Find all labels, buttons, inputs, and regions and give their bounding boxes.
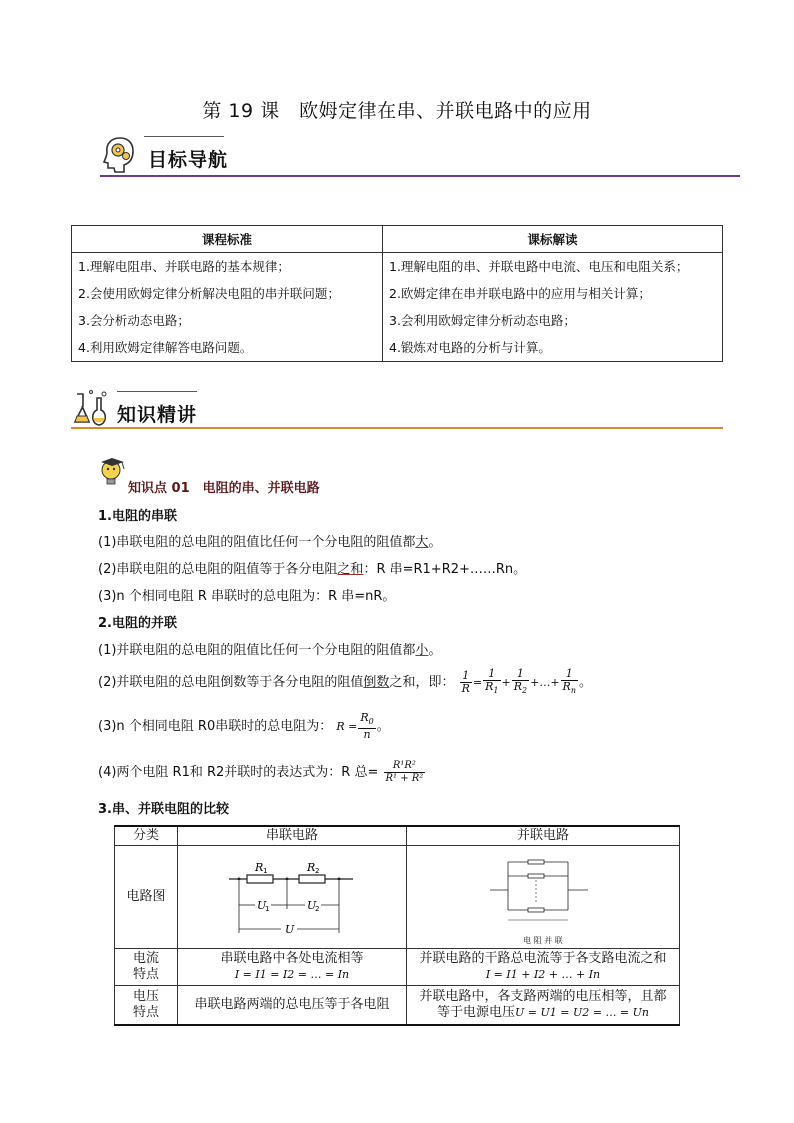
series-current-cell: 串联电路中各处电流相等 I = I1 = I2 = … = In bbox=[178, 949, 407, 986]
svg-text:U: U bbox=[257, 899, 267, 912]
compare-header: 串联电路 bbox=[178, 826, 407, 846]
blank-answer: 小 bbox=[415, 643, 429, 658]
reciprocal-formula: $\frac{1}{R}$ = $\frac{1}{R_1}$ + $\frac{1}{R_2}$ +…+ $\frac{1}{R_n}$ 。 bbox=[461, 667, 593, 696]
svg-text:U: U bbox=[285, 923, 295, 936]
parallel-voltage-cell: 并联电路中，各支路两端的电压相等，且都 等于电源电压U = U1 = U2 = … = Un bbox=[407, 986, 680, 1026]
standards-header-left: 课程标准 bbox=[72, 226, 383, 253]
standards-right-item: 4.锻炼对电路的分析与计算。 bbox=[389, 340, 551, 355]
section-header-knowledge bbox=[71, 388, 723, 430]
head-gears-icon bbox=[102, 135, 138, 173]
section-divider-knowledge bbox=[71, 427, 723, 429]
compare-row-label: 电流 特点 bbox=[115, 949, 178, 986]
standards-left-item: 1.理解电阻串、并联电路的基本规律； bbox=[78, 259, 290, 274]
blank-answer: 之和 bbox=[337, 562, 364, 577]
standards-right-cell bbox=[383, 253, 723, 362]
flask-icon bbox=[71, 388, 111, 428]
compare-row-label: 电压 特点 bbox=[115, 986, 178, 1026]
section-divider-goals bbox=[100, 175, 740, 177]
series-line-2: (2)串联电阻的总电阻的阻值等于各分电阻之和：R 串=R1+R2+……Rn。 bbox=[98, 562, 527, 577]
compare-table bbox=[114, 825, 680, 1026]
standards-right-item: 1.理解电阻的串、并联电路中电流、电压和电阻关系； bbox=[389, 259, 689, 274]
standards-right-item: 3.会利用欧姆定律分析动态电路； bbox=[389, 313, 576, 328]
standards-left-item: 2.会使用欧姆定律分析解决电阻的串并联问题； bbox=[78, 286, 340, 301]
series-heading: 1.电阻的串联 bbox=[98, 509, 177, 524]
svg-text:1: 1 bbox=[265, 905, 270, 913]
compare-header: 并联电路 bbox=[407, 826, 680, 846]
svg-text:R: R bbox=[255, 861, 264, 874]
parallel-current-cell: 并联电路的干路总电流等于各支路电流之和 I = I1 + I2 + … + In bbox=[407, 949, 680, 986]
svg-text:2: 2 bbox=[315, 905, 320, 913]
parallel-line-4: (4)两个电阻 R1和 R2并联时的表达式为：R 总= $\frac{\text{R¹R²}}{\text{R¹ + R²}}$ bbox=[98, 760, 424, 784]
svg-text:U: U bbox=[307, 899, 317, 912]
section-header-goals bbox=[100, 135, 740, 177]
compare-row-label: 电路图 bbox=[115, 846, 178, 949]
section-label-goals: 目标导航 bbox=[148, 149, 229, 171]
parallel-heading: 2.电阻的并联 bbox=[98, 616, 177, 631]
series-voltage-cell: 串联电路两端的总电压等于各电阻 bbox=[178, 986, 407, 1026]
parallel-line-3: (3)n 个相同电阻 R0串联时的总电阻为： R = $\frac{R_0}{n}$ 。 bbox=[98, 711, 390, 742]
parallel-diagram-caption: 电 阻 并 联 bbox=[523, 935, 563, 945]
n-resistor-formula: R = $\frac{R_0}{n}$ 。 bbox=[336, 711, 390, 742]
blank-answer: 倒数 bbox=[363, 675, 390, 691]
series-line-3: (3)n 个相同电阻 R 串联时的总电阻为：R 串=nR。 bbox=[98, 589, 396, 604]
knowledge-point-label: 知识点 01 电阻的串、并联电路 bbox=[128, 481, 320, 496]
standards-left-item: 3.会分析动态电路； bbox=[78, 313, 190, 328]
compare-heading: 3.串、并联电阻的比较 bbox=[98, 802, 229, 817]
series-circuit-diagram bbox=[178, 846, 407, 949]
parallel-line-2: (2)并联电阻的总电阻倒数等于各分电阻的阻值倒数之和，即： $\frac{1}{R}$ = $\frac{1}{R_1}$ + $\frac{1}{R_2}$ +…+ $\frac{1}{R_n}$ 。 bbox=[98, 667, 593, 696]
page-title: 第 19 课 欧姆定律在串、并联电路中的应用 bbox=[202, 100, 592, 122]
lightbulb-icon bbox=[98, 455, 128, 489]
two-resistor-formula: $\frac{\text{R¹R²}}{\text{R¹ + R²}}$ bbox=[385, 760, 424, 784]
svg-text:R: R bbox=[307, 861, 316, 874]
section-label-knowledge: 知识精讲 bbox=[117, 404, 198, 426]
series-line-1: (1)串联电阻的总电阻的阻值比任何一个分电阻的阻值都大。 bbox=[98, 535, 442, 550]
blank-answer: 大 bbox=[415, 535, 429, 550]
standards-table bbox=[71, 225, 723, 362]
standards-left-item: 4.利用欧姆定律解答电路问题。 bbox=[78, 340, 253, 355]
compare-header: 分类 bbox=[115, 826, 178, 846]
svg-text:2: 2 bbox=[315, 867, 320, 875]
standards-right-item: 2.欧姆定律在串并联电路中的应用与相关计算； bbox=[389, 286, 651, 301]
standards-left-cell bbox=[72, 253, 383, 362]
svg-text:1: 1 bbox=[263, 867, 268, 875]
parallel-circuit-diagram bbox=[407, 846, 680, 949]
parallel-line-1: (1)并联电阻的总电阻的阻值比任何一个分电阻的阻值都小。 bbox=[98, 643, 442, 658]
standards-header-right: 课标解读 bbox=[383, 226, 723, 253]
